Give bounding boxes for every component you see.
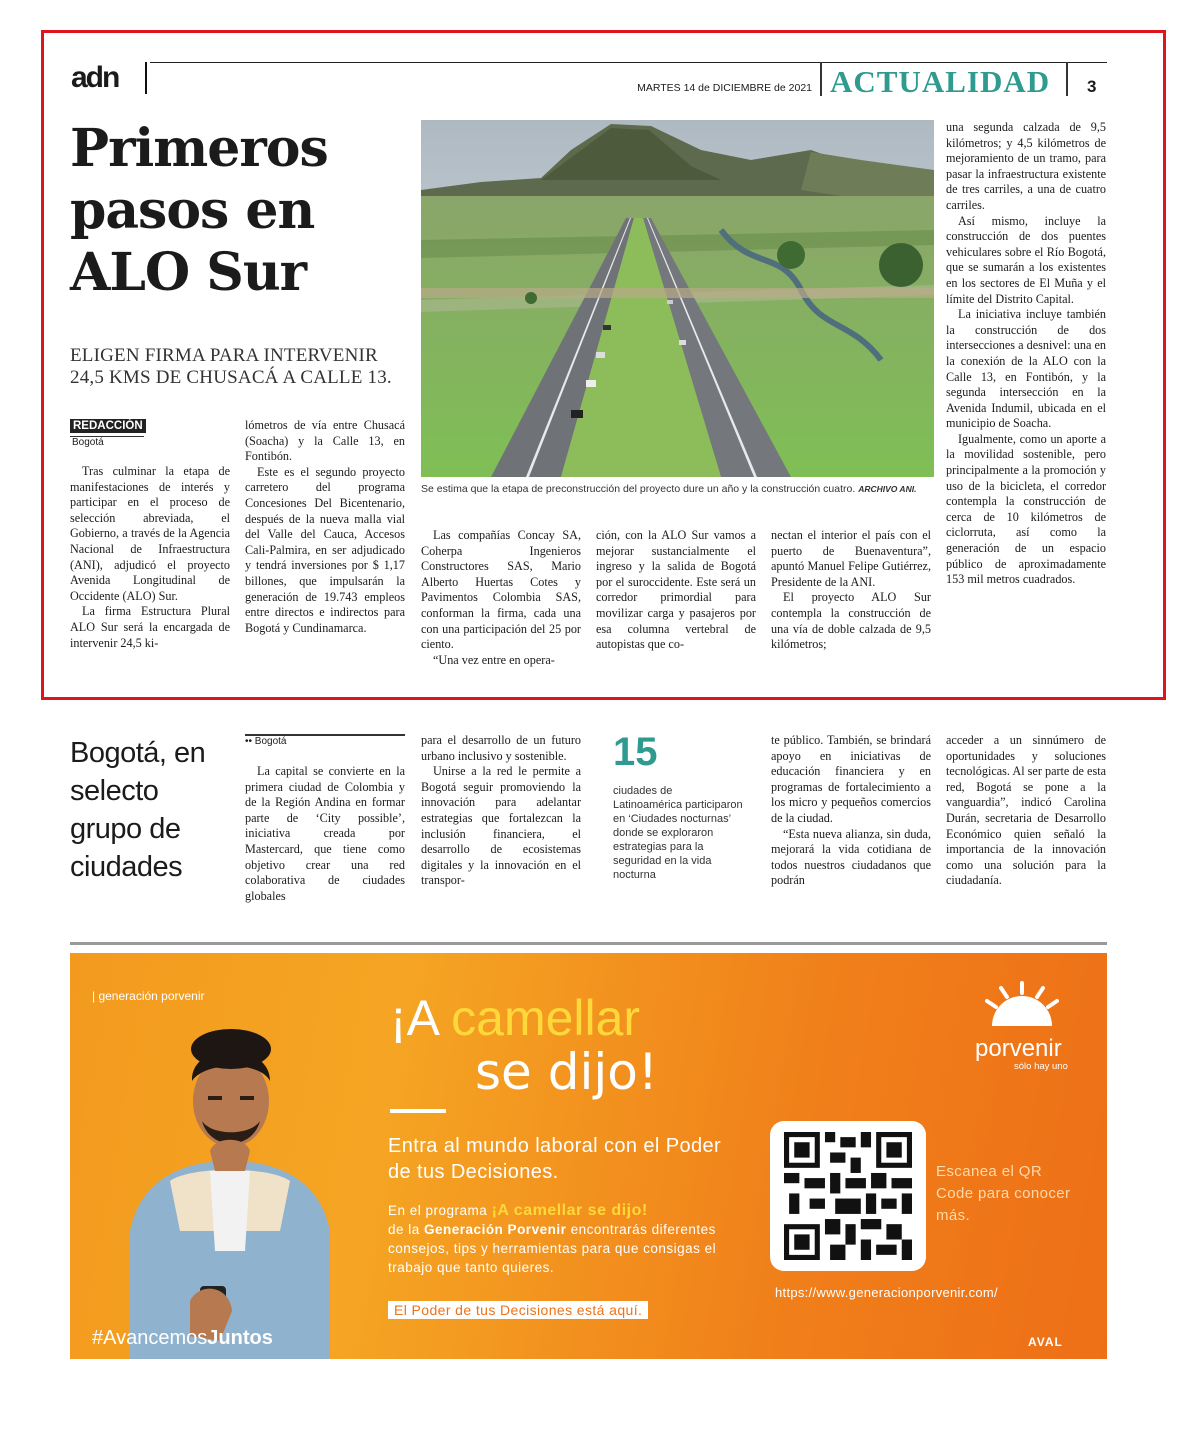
ad-subtitle: Entra al mundo laboral con el Poder de tus Decisiones. (388, 1135, 722, 1183)
paragraph: La firma Estructura Plural ALO Sur será la encargada de intervenir 24,5 ki- (70, 604, 230, 650)
ad-body-prefix: En el programa (388, 1203, 492, 1218)
photo-caption (421, 483, 934, 495)
article-headline: Primeros pasos en ALO Sur (70, 118, 328, 303)
article-column-5 (771, 528, 931, 653)
paragraph: El proyecto ALO Sur contempla la construcción de una vía de doble calzada de 9,5 kilómetros; (771, 590, 931, 652)
paragraph: acceder a un sinnúmero de oportunidades y soluciones tecnológicas. Al ser parte de esta red, Bogotá se pone a la vanguardia”, indicó Carolina Durán, secretaria de Desarrollo Económico quien señaló la importancia de la innovación como una solución para la ciudadanía. (946, 733, 1106, 888)
article-column-6 (946, 120, 1106, 588)
paragraph: nectan el interior el país con el puerto de Buenaventura”, apuntó Manuel Felipe Gutiérrez, Presidente de la ANI. (771, 528, 931, 589)
byline-location: Bogotá (72, 437, 104, 448)
paragraph: Las compañías Concay SA, Coherpa Ingenieros Constructores SAS, Mario Alberto Huertas Cotes y Pavimentos Colombia SAS, conforman la firma, cada una con una participación del 25 por ciento. (421, 528, 581, 652)
header-divider (820, 62, 822, 96)
ad-program-label: | generación porvenir (92, 989, 205, 1003)
ad-scan-instruction: Escanea el QR Code para conocer más. (936, 1163, 1071, 1224)
article-subheadline: ELIGEN FIRMA PARA INTERVENIR 24,5 KMS DE CHUSACÁ A CALLE 13. (70, 345, 392, 388)
ad-body-highlight: ¡A camellar se dijo! (491, 1202, 648, 1219)
article-column-3 (421, 528, 581, 668)
ad-title-open: ¡A (390, 990, 452, 1046)
article-column-1 (70, 464, 230, 651)
paragraph: para el desarrollo de un futuro urbano inclusivo y sostenible. (421, 733, 581, 763)
ad-body-suffix: encontrarás diferentes consejos, tips y herramientas para que consigas el trabajo que tanto quieres. (388, 1222, 717, 1275)
paragraph: “Una vez entre en opera- (433, 652, 555, 667)
story2-column-2 (421, 733, 581, 889)
paragraph: lómetros de vía entre Chusacá (Soacha) y la Calle 13, en Fontibón. (245, 418, 405, 464)
page-number: 3 (1087, 77, 1097, 96)
section-name: ACTUALIDAD (830, 64, 1051, 99)
highway-photo-illustration (421, 120, 934, 477)
story2-column-3 (771, 733, 931, 889)
ad-body-mid: de la (388, 1222, 425, 1237)
issue-date: MARTES 14 de DICIEMBRE de 2021 (637, 82, 812, 94)
ad-url-link[interactable]: https://www.generacionporvenir.com/ (775, 1285, 998, 1300)
porvenir-tagline: sólo hay uno (1014, 1061, 1068, 1072)
highway-photo (421, 120, 934, 477)
sun-logo-icon (982, 981, 1062, 1031)
paragraph: Igualmente, como un aporte a la movilidad sostenible, pero principalmente a la promoción y uso de la bicicleta, el corredor contempla la construcción de cerca de 10 kilómetros de ciclorruta, así como la generación de un espacio público de aproximadamente 153 mil metros cuadrados. (946, 431, 1106, 587)
paragraph: Tras culminar la etapa de manifestaciones de interés y participar en el proceso de selección abreviada, el Gobierno, a través de la Agencia Nacional de Infraestructura (ANI), adjudicó el proyecto Avenida Longitudinal de Occidente (ALO) Sur. (70, 464, 230, 603)
article-column-2 (245, 418, 405, 636)
story2-headline: Bogotá, en selecto grupo de ciudades (70, 737, 206, 883)
porvenir-logo-text: porvenir (975, 1035, 1062, 1062)
paragraph: Así mismo, incluye la construcción de dos puentes vehiculares sobre el Río Bogotá, que se sumarán a los existentes en los sectores de El Muña y el límite del Distrito Capital. (946, 213, 1106, 306)
qr-code[interactable] (770, 1121, 926, 1271)
paragraph: Unirse a la red le permite a Bogotá seguir promoviendo la innovación para adelantar estrategias que fortalezcan la inclusión financiera, el desarrollo de ecosistemas digitales y la innovación en el transpor- (421, 764, 581, 888)
porvenir-advertisement[interactable] (70, 953, 1107, 1359)
header-rule (150, 62, 1107, 63)
header-divider (1066, 62, 1068, 96)
ad-title-line2: se dijo! (475, 1043, 658, 1101)
paragraph: Este es el segundo proyecto carretero del programa Concesiones Del Bicentenario, después de la nueva malla vial del Valle del Cauca, Accesos Cali-Palmira, en ser adjudicado y tendrá inversiones por $ 1,17 billones, que impulsarán la generación de 19.743 empleos entre directos e indirectos para Bogotá y Cundinamarca. (245, 464, 405, 635)
paragraph: ción, con la ALO Sur vamos a mejorar sustancialmente el ingreso y la salida de Bogotá por el suroccidente. Este será un corredor primordial para movilizar carga y pasajeros por esa columna vertebral de autopistas que co- (596, 528, 756, 652)
story2-column-4 (946, 733, 1106, 889)
fact-number: 15 (613, 730, 658, 774)
ad-body (388, 1201, 728, 1277)
section-divider (70, 942, 1107, 945)
aval-logo: AVAL (1028, 1335, 1063, 1349)
paragraph: La capital se convierte en la primera ciudad de Colombia y de la Región Andina en formar parte de ‘City possible’, iniciativa creada por Mastercard, que tiene como objetivo crear una red colaborativa de ciudades globales (245, 764, 405, 903)
publication-logo (71, 62, 147, 94)
article-column-4 (596, 528, 756, 653)
story2-location: •• Bogotá (245, 736, 287, 747)
caption-text: Se estima que la etapa de preconstrucción del proyecto dure un año y la construcción cuatro. (421, 483, 856, 495)
ad-boxed-tagline: El Poder de tus Decisiones está aquí. (388, 1301, 648, 1319)
byline: REDACCIÓN (70, 419, 146, 433)
paragraph: una segunda calzada de 9,5 kilómetros; y 4,5 kilómetros de mejoramiento de un tramo, para pasar la infraestructura existente de tres carriles, a una de cuatro carriles. (946, 120, 1106, 212)
fact-text: ciudades de Latinoamérica participaron en ‘Ciudades nocturnas’ donde se exploraron estrategias para la seguridad en la vida nocturna (613, 785, 743, 881)
person-illustration (110, 1001, 350, 1359)
paragraph: La iniciativa incluye también la construcción de dos intersecciones a desnivel: una en la conexión de la ALO con la Calle 13, en Fontibón, y la segunda intersección en la Avenida Indumil, ubicada en el municipio de Soacha. (946, 307, 1106, 431)
hashtag-bold: Juntos (207, 1327, 273, 1349)
ad-hashtag (92, 1327, 273, 1350)
paragraph: “Esta nueva alianza, sin duda, mejorará la vida cotidiana de todos nuestros ciudadanos que podrán (771, 826, 931, 888)
ad-dash (390, 1109, 446, 1113)
hashtag-prefix: #Avancemos (92, 1327, 208, 1349)
photo-credit: ARCHIVO ANI. (858, 484, 917, 494)
ad-title-word: camellar (451, 990, 641, 1046)
ad-body-brand: Generación Porvenir (424, 1222, 567, 1237)
ad-title-line1 (390, 989, 640, 1047)
logo-text: adn (71, 61, 119, 94)
qr-code-icon (784, 1131, 912, 1261)
paragraph: te público. También, se brindará apoyo en iniciativas de educación financiera y en programas de fortalecimiento a los micro y pequeños comercios de la ciudad. (771, 733, 931, 825)
story2-column-1 (245, 764, 405, 904)
